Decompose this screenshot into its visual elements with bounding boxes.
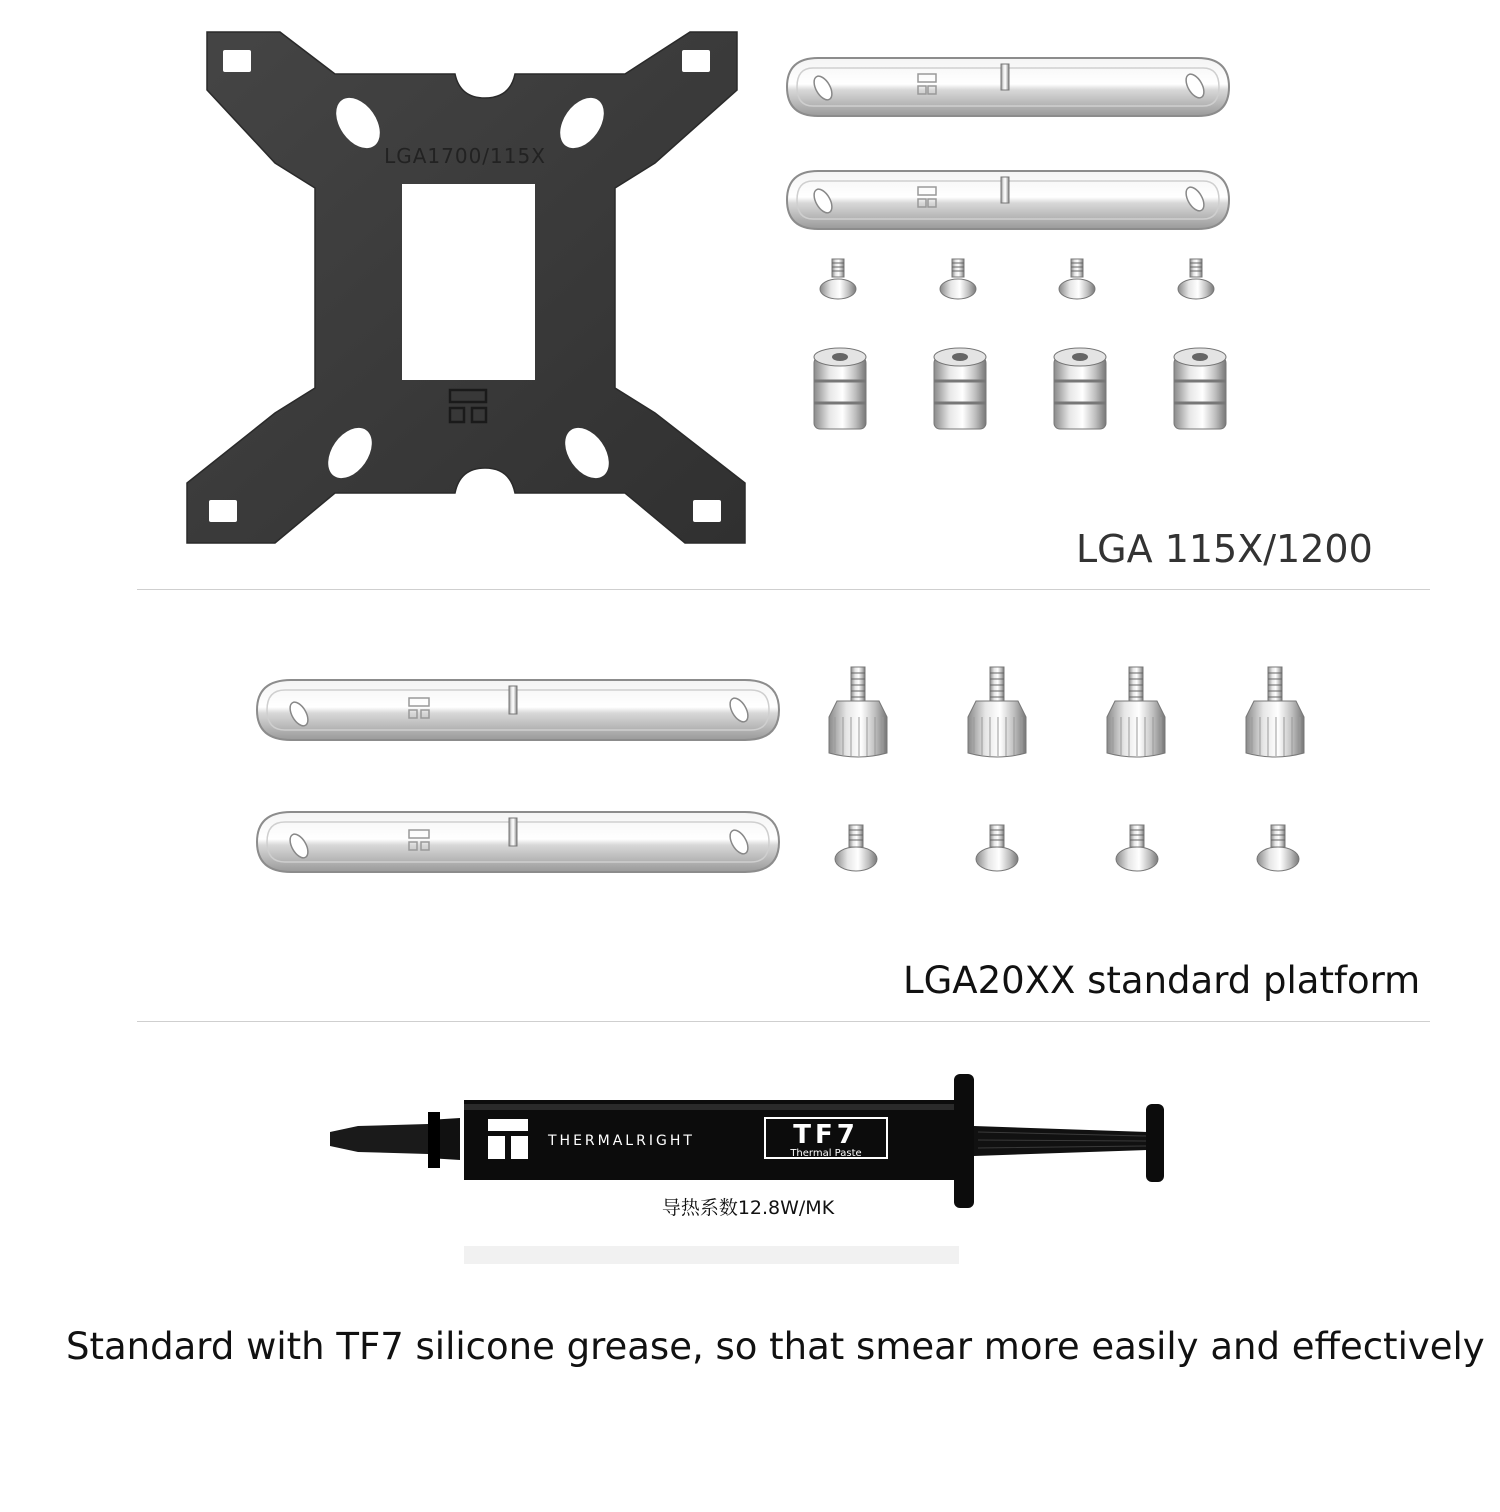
spec-text: 导热系数12.8W/MK: [661, 1197, 835, 1219]
thumb-screw: [825, 665, 891, 761]
footer-caption: Standard with TF7 silicone grease, so that smear more easily and effectively: [66, 1325, 1485, 1368]
backplate-bracket: [185, 28, 745, 550]
small-screw: [1255, 823, 1301, 873]
thermal-paste-syringe: [328, 1070, 1173, 1270]
brand-name: THERMALRIGHT: [548, 1133, 695, 1149]
small-screw: [938, 257, 978, 301]
mounting-bar: [253, 674, 783, 746]
standoff-nut: [1050, 345, 1110, 437]
mounting-bar: [783, 52, 1233, 122]
small-screw: [1176, 257, 1216, 301]
model-name: TF7: [793, 1120, 859, 1150]
divider: [137, 1021, 1430, 1022]
small-screw: [1114, 823, 1160, 873]
thumb-screw: [1103, 665, 1169, 761]
divider: [137, 589, 1430, 590]
standoff-nut: [930, 345, 990, 437]
model-subtitle: Thermal Paste: [790, 1148, 862, 1159]
thumb-screw: [1242, 665, 1308, 761]
bracket-engraving: LGA1700/115X: [384, 144, 546, 168]
section-1-caption: LGA 115X/1200: [1076, 527, 1373, 571]
mounting-bar: [253, 806, 783, 878]
small-screw: [1057, 257, 1097, 301]
thermalright-logo-icon: [488, 1119, 528, 1159]
standoff-nut: [1170, 345, 1230, 437]
small-screw: [818, 257, 858, 301]
section-2-caption: LGA20XX standard platform: [903, 959, 1421, 1002]
mounting-bar: [783, 165, 1233, 235]
thumb-screw: [964, 665, 1030, 761]
small-screw: [833, 823, 879, 873]
standoff-nut: [810, 345, 870, 437]
small-screw: [974, 823, 1020, 873]
